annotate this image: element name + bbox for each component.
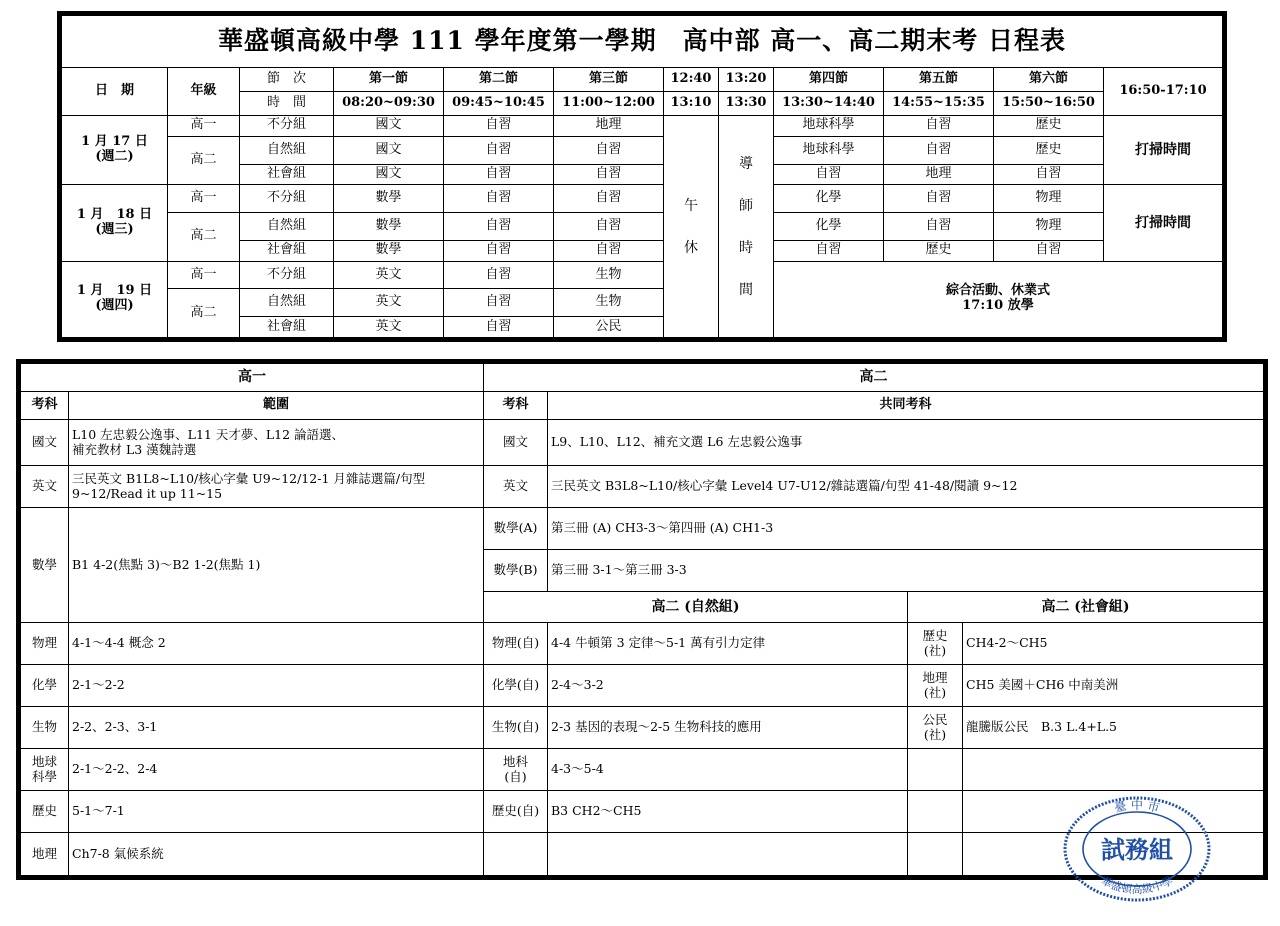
g1-range: B1 4-2(焦點 3)～B2 1-2(焦點 1) (69, 508, 484, 623)
subject-cell: 歷史 (994, 136, 1104, 164)
lunch-char: 午 (684, 197, 698, 214)
subject-cell: 生物 (554, 289, 664, 317)
subject-cell: 英文 (334, 261, 444, 289)
group-cell: 不分組 (240, 261, 334, 289)
subject-cell: 自習 (774, 240, 884, 261)
empty-cell (908, 791, 963, 833)
range-line: L10 左忠毅公逸事、L11 天才夢、L12 論語選、 (72, 427, 345, 443)
g1-range: Ch7-8 氣候系統 (69, 833, 484, 876)
g1-range: 5-1～7-1 (69, 791, 484, 833)
subject-cell: 自習 (444, 240, 554, 261)
subject-cell: 自習 (884, 185, 994, 213)
date-header: 日 期 (62, 68, 168, 116)
g1-subject: 英文 (21, 466, 69, 508)
mentor-start: 13:20 (719, 68, 774, 92)
g1-subject: 化學 (21, 665, 69, 707)
subject-cell: 物理 (994, 185, 1104, 213)
subject-line: 地球 (31, 754, 57, 770)
exam-office-stamp (1062, 796, 1212, 902)
subject-cell: 英文 (334, 289, 444, 317)
day-date-cell (62, 261, 168, 337)
subject-cell: 英文 (334, 316, 444, 337)
subject-cell: 自習 (554, 164, 664, 185)
cleaning-cell: 打掃時間 (1104, 116, 1223, 185)
cleaning-slot: 16:50-17:10 (1104, 68, 1223, 116)
empty-cell (963, 749, 1264, 791)
g2-range: 三民英文 B3L8~L10/核心字彙 Level4 U7-U12/雜誌選篇/句型 41-48/閱讀 9~12 (548, 466, 1264, 508)
common-subjects-header: 共同考科 (548, 392, 1264, 420)
grade2-header: 高二 (484, 364, 1264, 392)
day-weekday: (週四) (95, 298, 134, 314)
group-cell: 自然組 (240, 289, 334, 317)
soc-subject (908, 665, 963, 707)
nat-subject (484, 749, 548, 791)
grade-header: 年級 (168, 68, 240, 116)
group-cell: 社會組 (240, 316, 334, 337)
stamp-top-text: 臺 中 市 (1112, 798, 1162, 816)
group-cell: 不分組 (240, 185, 334, 213)
nat-subject: 物理(自) (484, 623, 548, 665)
period-time: 09:45~10:45 (444, 92, 554, 116)
lunch-start: 12:40 (664, 68, 719, 92)
subject-cell: 數學 (334, 185, 444, 213)
g2-natural-header: 高二 (自然組) (484, 592, 908, 623)
mentor-char: 導 (739, 155, 753, 172)
range-line: 補充教材 L3 漢魏詩選 (72, 441, 197, 457)
range-line: 三民英文 B1L8~L10/核心字彙 U9~12/12-1 月雜誌選篇/句型 (72, 471, 426, 487)
subject-cell: 歷史 (884, 240, 994, 261)
subject-cell: 自習 (554, 213, 664, 241)
soc-subject (908, 707, 963, 749)
period-name: 第六節 (994, 68, 1104, 92)
grade-cell: 高二 (168, 136, 240, 185)
empty-cell (548, 833, 908, 876)
soc-range: 龍騰版公民 B.3 L.4+L.5 (963, 707, 1264, 749)
g1-range: 2-2、2-3、3-1 (69, 707, 484, 749)
subject-cell: 化學 (774, 185, 884, 213)
g2-social-header: 高二 (社會組) (908, 592, 1264, 623)
g2-subject: 英文 (484, 466, 548, 508)
subject-header: 考科 (21, 392, 69, 420)
subject-cell: 化學 (774, 213, 884, 241)
cleaning-cell: 打掃時間 (1104, 185, 1223, 261)
g1-subject: 物理 (21, 623, 69, 665)
subject-line: (自) (504, 768, 527, 784)
g2-subject: 國文 (484, 420, 548, 466)
mentor-time-cell (719, 116, 774, 338)
day-date: 1 月 18 日 (76, 207, 153, 223)
soc-subject-line: (社) (923, 726, 947, 742)
subject-cell: 自習 (884, 213, 994, 241)
closing-line: 綜合活動、休業式 (945, 283, 1050, 299)
group-cell: 社會組 (240, 164, 334, 185)
g1-range: 2-1～2-2、2-4 (69, 749, 484, 791)
stamp-bottom-text: 華盛頓高級中學 (1098, 874, 1176, 896)
subject-header: 考科 (484, 392, 548, 420)
period-time: 15:50~16:50 (994, 92, 1104, 116)
empty-cell (908, 749, 963, 791)
subject-cell: 自習 (554, 240, 664, 261)
g2-subject: 數學(B) (484, 550, 548, 592)
group-cell: 不分組 (240, 116, 334, 137)
period-time: 13:30~14:40 (774, 92, 884, 116)
soc-subject-line: (社) (923, 642, 947, 658)
grade-cell: 高二 (168, 213, 240, 262)
period-time: 08:20~09:30 (334, 92, 444, 116)
day-date-cell (62, 185, 168, 261)
g2-range: L9、L10、L12、補充文選 L6 左忠毅公逸事 (548, 420, 1264, 466)
subject-cell: 地球科學 (774, 116, 884, 137)
subject-cell: 地理 (554, 116, 664, 137)
range-line: 9~12/Read it up 11~15 (72, 485, 223, 501)
day-date: 1 月 19 日 (76, 283, 153, 299)
period-time: 14:55~15:35 (884, 92, 994, 116)
g1-range (69, 420, 484, 466)
g1-subject: 數學 (21, 508, 69, 623)
time-header: 時 間 (240, 92, 334, 116)
closing-ceremony-cell (774, 261, 1223, 337)
grade1-header: 高一 (21, 364, 484, 392)
subject-cell: 數學 (334, 213, 444, 241)
nat-range: 4-4 牛頓第 3 定律～5-1 萬有引力定律 (548, 623, 908, 665)
subject-cell: 自習 (444, 164, 554, 185)
subject-cell: 公民 (554, 316, 664, 337)
nat-range: 2-3 基因的表現～2-5 生物科技的應用 (548, 707, 908, 749)
g2-subject: 數學(A) (484, 508, 548, 550)
nat-subject: 生物(自) (484, 707, 548, 749)
subject-cell: 自習 (444, 116, 554, 137)
subject-cell: 國文 (334, 164, 444, 185)
exam-schedule-table (57, 11, 1227, 342)
soc-range: CH5 美國＋CH6 中南美洲 (963, 665, 1264, 707)
subject-cell: 自習 (554, 185, 664, 213)
grade-cell: 高一 (168, 261, 240, 289)
range-header: 範圍 (69, 392, 484, 420)
period-header: 節 次 (240, 68, 334, 92)
subject-cell: 自習 (994, 240, 1104, 261)
lunch-break-cell (664, 116, 719, 338)
g1-range (69, 466, 484, 508)
grade-cell: 高一 (168, 116, 240, 137)
subject-line: 科學 (31, 768, 57, 784)
soc-subject-line: (社) (923, 684, 947, 700)
subject-cell: 自習 (554, 136, 664, 164)
soc-subject-line: 公民 (922, 712, 948, 728)
empty-cell (908, 833, 963, 876)
soc-subject (908, 623, 963, 665)
subject-cell: 國文 (334, 136, 444, 164)
nat-range: 2-4～3-2 (548, 665, 908, 707)
g1-range: 4-1～4-4 概念 2 (69, 623, 484, 665)
stamp-center-text: 試務組 (1101, 835, 1173, 864)
period-name: 第二節 (444, 68, 554, 92)
subject-line: 地科 (502, 754, 528, 770)
subject-cell: 地理 (884, 164, 994, 185)
g2-range: 第三冊 3-1～第三冊 3-3 (548, 550, 1264, 592)
subject-cell: 數學 (334, 240, 444, 261)
subject-cell: 自習 (444, 185, 554, 213)
period-name: 第五節 (884, 68, 994, 92)
lunch-char: 休 (684, 239, 698, 256)
g1-subject: 國文 (21, 420, 69, 466)
period-name: 第四節 (774, 68, 884, 92)
group-cell: 自然組 (240, 136, 334, 164)
g1-range: 2-1～2-2 (69, 665, 484, 707)
nat-range: B3 CH2～CH5 (548, 791, 908, 833)
subject-cell: 自習 (994, 164, 1104, 185)
group-cell: 社會組 (240, 240, 334, 261)
subject-cell: 自習 (444, 316, 554, 337)
period-name: 第三節 (554, 68, 664, 92)
mentor-end: 13:30 (719, 92, 774, 116)
subject-cell: 自習 (884, 116, 994, 137)
day-date: 1 月 17 日 (81, 134, 148, 150)
mentor-char: 時 (739, 239, 753, 256)
group-cell: 自然組 (240, 213, 334, 241)
subject-cell: 自習 (444, 261, 554, 289)
subject-cell: 物理 (994, 213, 1104, 241)
subject-cell: 自習 (444, 136, 554, 164)
soc-subject-line: 地理 (922, 670, 948, 686)
g2-range: 第三冊 (A) CH3-3～第四冊 (A) CH1-3 (548, 508, 1264, 550)
grade-cell: 高一 (168, 185, 240, 213)
g1-subject (21, 749, 69, 791)
empty-cell (484, 833, 548, 876)
day-date-cell (62, 116, 168, 185)
closing-line: 17:10 放學 (962, 298, 1034, 314)
soc-range: CH4-2～CH5 (963, 623, 1264, 665)
subject-cell: 國文 (334, 116, 444, 137)
g1-subject: 歷史 (21, 791, 69, 833)
subject-cell: 自習 (884, 136, 994, 164)
grade-cell: 高二 (168, 289, 240, 338)
schedule-title: 華盛頓高級中學 111 學年度第一學期 高中部 高一、高二期末考 日程表 (62, 16, 1223, 68)
g1-subject: 地理 (21, 833, 69, 876)
mentor-char: 師 (739, 197, 753, 214)
subject-cell: 歷史 (994, 116, 1104, 137)
subject-cell: 自習 (774, 164, 884, 185)
day-weekday: (週三) (95, 222, 134, 238)
lunch-end: 13:10 (664, 92, 719, 116)
period-time: 11:00~12:00 (554, 92, 664, 116)
period-name: 第一節 (334, 68, 444, 92)
subject-cell: 地球科學 (774, 136, 884, 164)
subject-cell: 自習 (444, 213, 554, 241)
nat-subject: 歷史(自) (484, 791, 548, 833)
subject-cell: 生物 (554, 261, 664, 289)
mentor-char: 間 (739, 281, 753, 298)
nat-range: 4-3～5-4 (548, 749, 908, 791)
soc-subject-line: 歷史 (922, 628, 948, 644)
g1-subject: 生物 (21, 707, 69, 749)
nat-subject: 化學(自) (484, 665, 548, 707)
day-weekday: (週二) (95, 149, 134, 165)
subject-cell: 自習 (444, 289, 554, 317)
